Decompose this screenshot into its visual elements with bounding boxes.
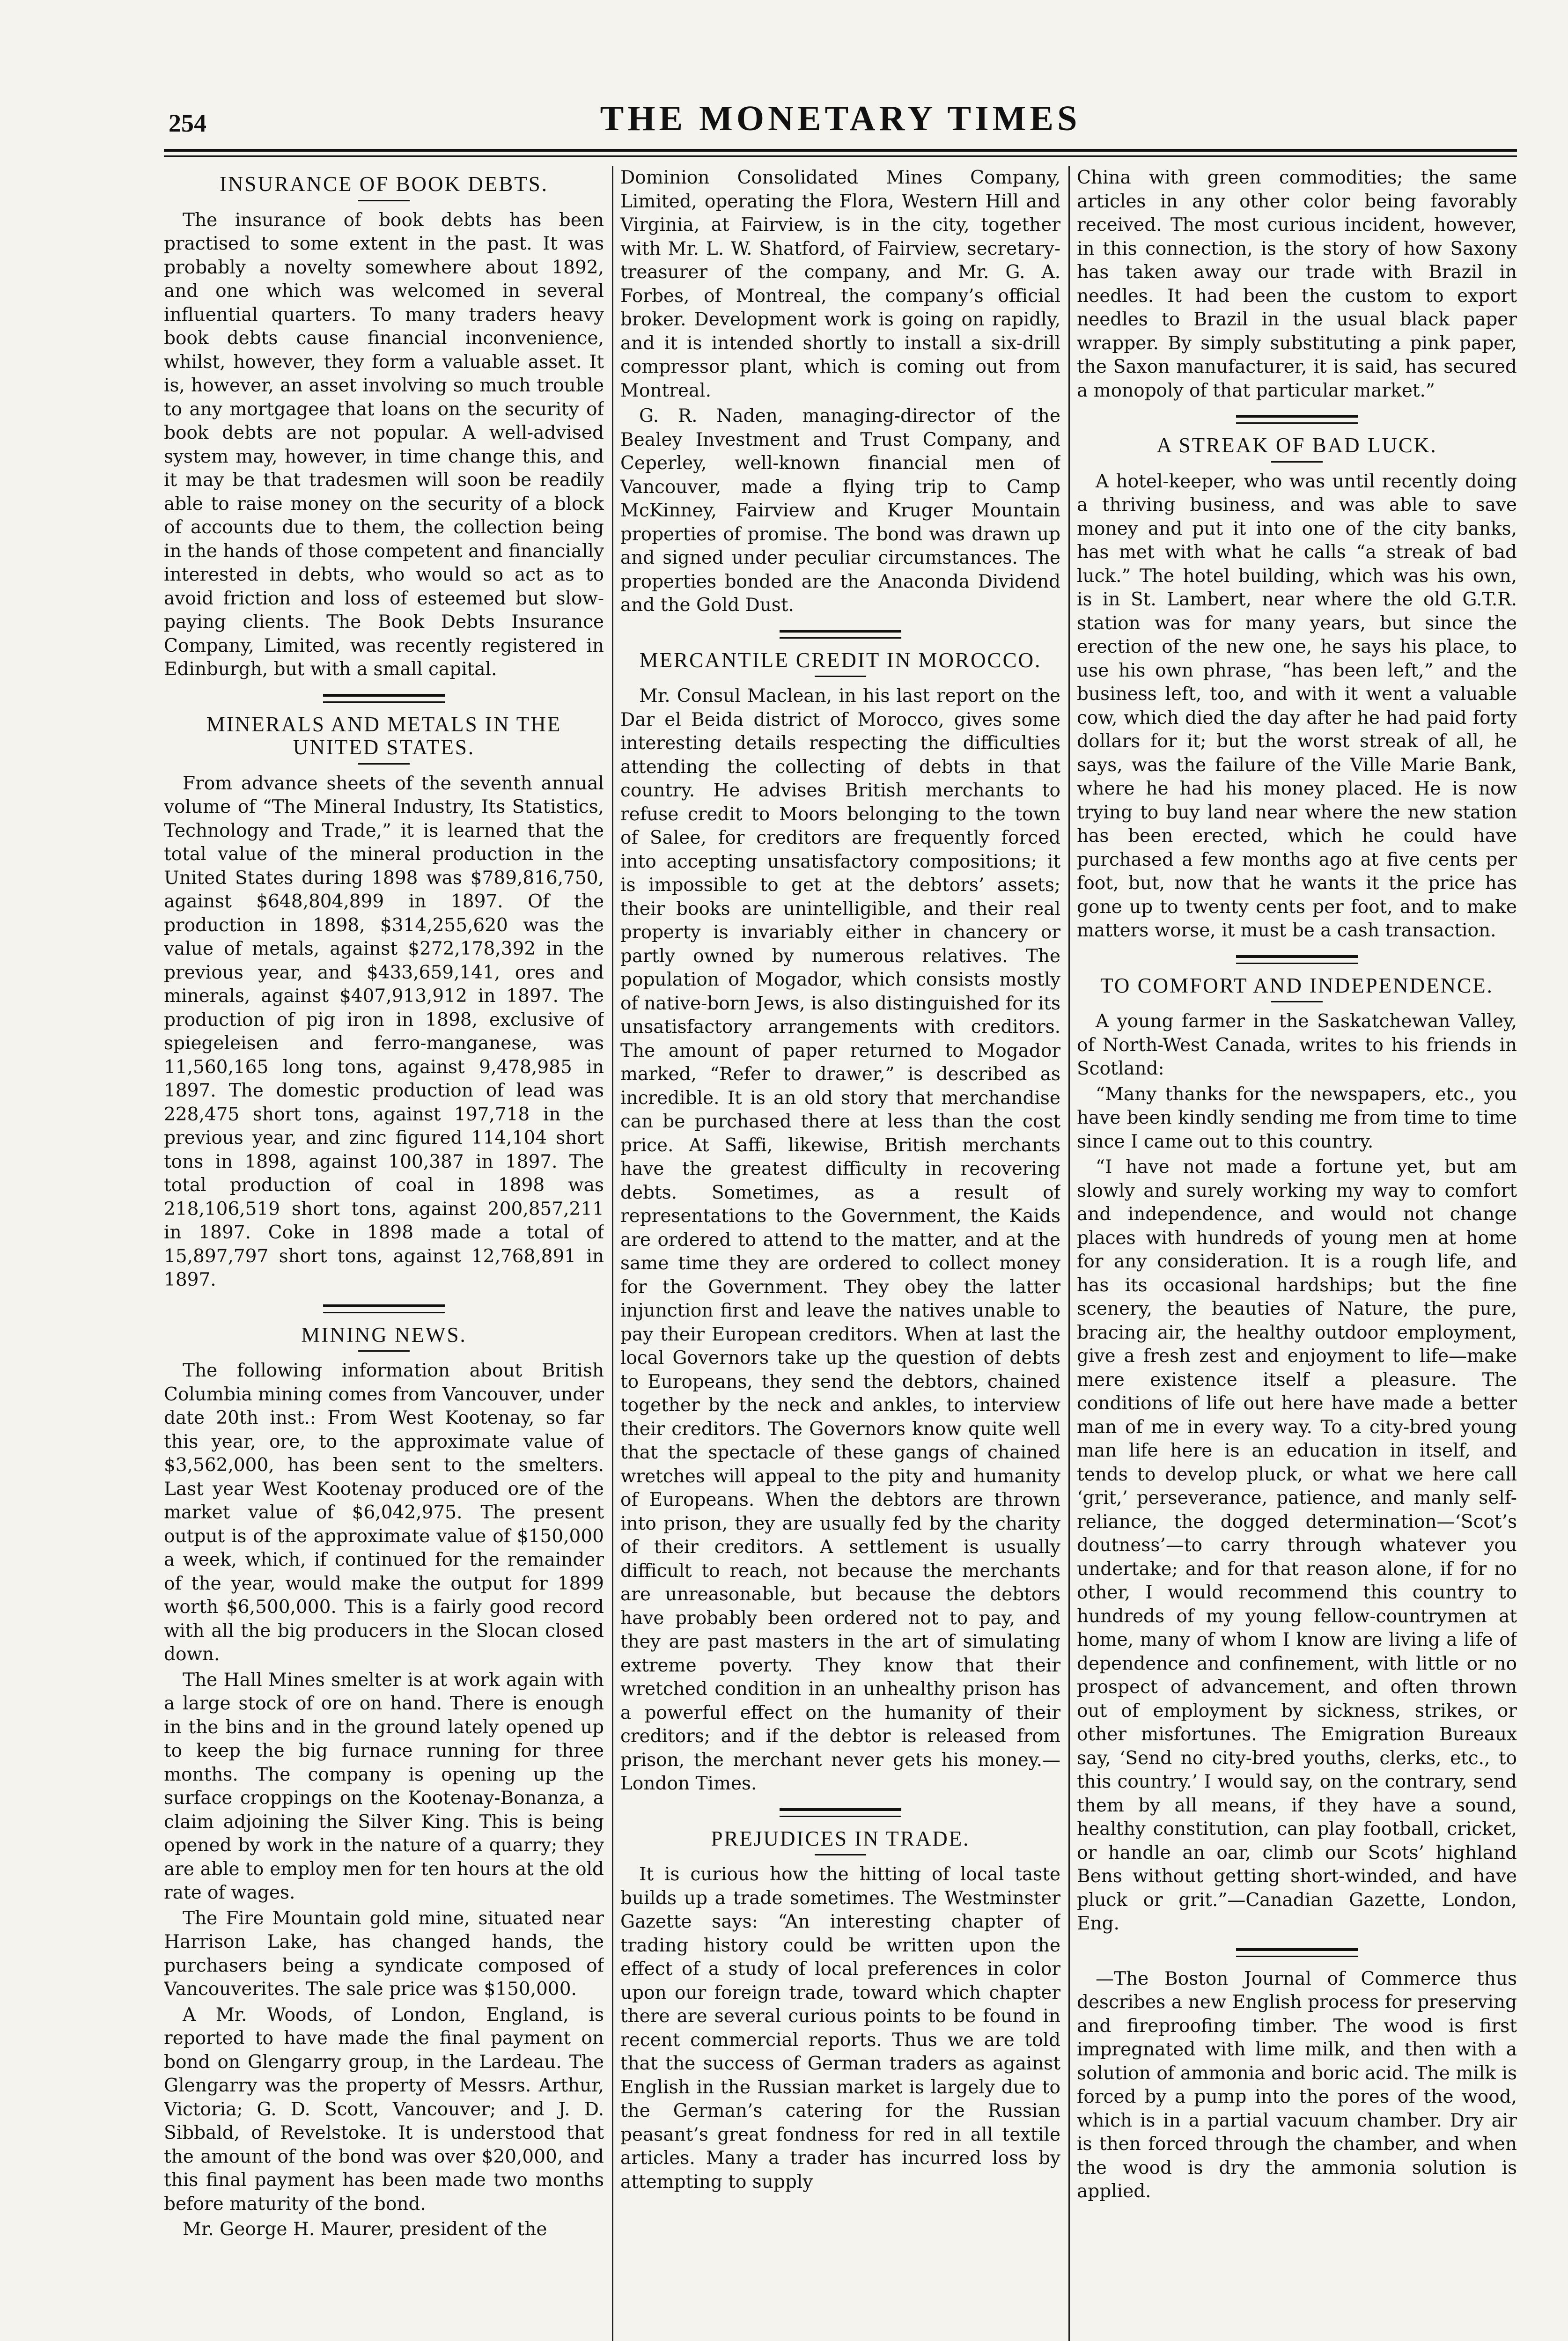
- article-paragraph: A young farmer in the Saskatchewan Valley, of North-West Canada, writes to his friends in Scotland:: [1077, 1011, 1517, 1079]
- article-paragraph: “I have not made a fortune yet, but am slowly and surely working my way to comfort and independence, and would not change places with hundreds of young men at home for any consideration. It is a rough life, and has its occasional hardships; but the fine scenery, the beauties of Nature, the pure, bracing air, the healthy outdoor employment, give a fresh zest and enjoyment to life—make mere existence itself a pleasure. The conditions of life out here have made a better man of me in every way. To a city-bred young man life here is an education in itself, and tends to develop pluck, or what we here call ‘grit,’ perseverance, patience, and manly self-reliance, the dogged determination—‘Scot’s doutness’—to carry through whatever you undertake; and for that reason alone, if for no other, I would recommend this country to hundreds of my young fellow-countrymen at home, many of whom I know are living a life of dependence and confinement, with little or no prospect of advancement, and often thrown out of employment by sickness, strikes, or other misfortunes. The Emigration Bureaux say, ‘Send no city-bred youths, clerks, etc., to this country.’ I would say, on the contrary, send them by all means, if they have a sound, healthy constitution, can play football, cricket, or handle an oar, climb our Scots’ highland Bens without getting short-winded, and have pluck or grit.”—Canadian Gazette, London, Eng.: [1077, 1156, 1517, 1934]
- article-paragraph: Mr. Consul Maclean, in his last report on the Dar el Beida district of Morocco, gives some interesting details respecting the difficulties attending the collecting of debts in that country. He advises British merchants to refuse credit to Moors belonging to the town of Salee, for creditors are frequently forced into accepting unsatisfactory compositions; it is impossible to get at the debtors’ assets; their books are unintelligible, and their real property is invariably either in chancery or partly owned by numerous relatives. The population of Mogador, which consists mostly of native-born Jews, is also distinguished for its unsatisfactory arrangements with creditors. The amount of paper returned to Mogador marked, “Refer to drawer,” is described as incredible. It is an old story that merchandise can be purchased there at less than the cost price. At Saffi, likewise, British merchants have the greatest difficulty in recovering debts. Sometimes, as a result of representations to the Government, the Kaids are ordered to attend to the matter, and at the same time they are ordered to collect money for the Government. They obey the latter injunction first and leave the natives unable to pay their European creditors. When at last the local Governors take up the question of debts to Europeans, they send the debtors, chained together by the neck and ankles, to interview their creditors. The Governors know quite well that the spectacle of these gangs of chained wretches will appeal to the pity and humanity of Europeans. When the debtors are thrown into prison, they are usually fed by the charity of their creditors. A settlement is usually difficult to reach, not because the merchants are unreasonable, but because the debtors have probably been ordered not to pay, and they are past masters in the art of simulating extreme poverty. They know that their wretched condition in an unhealthy prison has a powerful effect on the humanity of their creditors; and if the debtor is released from prison, the merchant never gets his money.—London Times.: [620, 685, 1060, 1794]
- article-paragraph: Dominion Consolidated Mines Company, Limited, operating the Flora, Western Hill and Virginia, at Fairview, is in the city, together with Mr. L. W. Shatford, of Fairview, secretary-treasurer of the company, and Mr. G. A. Forbes, of Montreal, the company’s official broker. Development work is going on rapidly, and it is intended shortly to install a six-drill compressor plant, which is coming out from Montreal.: [620, 167, 1060, 401]
- article-title: TO COMFORT AND INDEPENDENCE.: [1100, 973, 1494, 997]
- header-rule: [164, 149, 1517, 157]
- article-title: A STREAK OF BAD LUCK.: [1156, 434, 1437, 457]
- article-title: MINERALS AND METALS IN THE UNITED STATES.: [206, 712, 562, 759]
- article-paragraph: Mr. George H. Maurer, president of the: [183, 2219, 547, 2240]
- section-divider: [780, 1808, 901, 1817]
- article-paragraph: The following information about British Columbia mining comes from Vancouver, under date 20th inst.: From West Kootenay, so far this year, ore, to the approximate value of $3,562,000, has been sent to the smelters. Last year West Kootenay produced ore of the market value of $6,042,975. The present output is of the approximate value of $150,000 a week, which, if continued for the remainder of the year, would make the output for 1899 worth $6,500,000. This is a fairly good record with all the big producers in the Slocan closed down.: [164, 1360, 604, 1665]
- article-paragraph: —The Boston Journal of Commerce thus describes a new English process for preserving and fireproofing timber. The wood is first impregnated with lime milk, and then with a solution of ammonia and boric acid. The milk is forced by a pump into the pores of the wood, which is in a partial vacuum chamber. Dry air is then forced through the chamber, and when the wood is dry the ammonia solution is applied.: [1077, 1968, 1517, 2202]
- title-rule: [815, 1854, 866, 1855]
- column-1: [164, 166, 604, 2341]
- article-paragraph: “Many thanks for the newspapers, etc., you have been kindly sending me from time to time since I came out to this country.: [1077, 1083, 1517, 1152]
- columns: [164, 166, 1517, 2341]
- page-header: [169, 98, 1512, 150]
- article-paragraph: A Mr. Woods, of London, England, is reported to have made the final payment on bond on Glengarry group, in the Lardeau. The Glengarry was the property of Messrs. Arthur, Victoria; G. D. Scott, Vancouver; and J. D. Sibbald, of Revelstoke. It is understood that the amount of the bond was over $20,000, and this final payment has been made two months before maturity of the bond.: [164, 2004, 604, 2215]
- title-rule: [358, 200, 410, 201]
- journal-title: THE MONETARY TIMES: [600, 99, 1081, 138]
- article-title: PREJUDICES IN TRADE.: [711, 1826, 970, 1850]
- column-divider: [612, 166, 613, 2341]
- article-paragraph: The Fire Mountain gold mine, situated near Harrison Lake, has changed hands, the purchasers being a syndicate composed of Vancouverites. The sale price was $150,000.: [164, 1907, 604, 2000]
- article-title: MINING NEWS.: [301, 1323, 467, 1347]
- article-paragraph: It is curious how the hitting of local taste builds up a trade sometimes. The Westminster Gazette says: “An interesting chapter of trading history could be written upon the effect of a study of local preferences in color upon our foreign trade, toward which chapter there are several curious points to be found in recent commercial reports. Thus we are told that the success of German traders as against English in the Russian market is largely due to the German’s catering for the Russian peasant’s great fondness for red in all textile articles. Many a trader has incurred loss by attempting to supply: [620, 1864, 1060, 2193]
- section-divider: [1236, 1948, 1358, 1957]
- title-rule: [815, 676, 866, 677]
- column-2: [620, 166, 1060, 2341]
- section-divider: [780, 630, 901, 639]
- title-rule: [358, 1350, 410, 1352]
- article-title: MERCANTILE CREDIT IN MOROCCO.: [639, 648, 1042, 672]
- section-divider: [1236, 415, 1358, 424]
- article-paragraph: G. R. Naden, managing-director of the Bealey Investment and Trust Company, and Ceperley, well-known financial men of Vancouver, made a flying trip to Camp McKinney, Fairview and Kruger Mountain properties of promise. The bond was drawn up and signed under peculiar circumstances. The properties bonded are the Anaconda Dividend and the Gold Dust.: [620, 405, 1060, 616]
- column-divider: [1068, 166, 1070, 2341]
- section-divider: [1236, 955, 1358, 964]
- section-divider: [323, 1304, 445, 1313]
- page-number: 254: [169, 109, 206, 137]
- article-paragraph: From advance sheets of the seventh annual volume of “The Mineral Industry, Its Statistics, Technology and Trade,” it is learned that the total value of the mineral production in the United States during 1898 was $789,816,750, against $648,804,899 in 1897. Of the production in 1898, $314,255,620 was the value of metals, against $272,178,392 in the previous year, and $433,659,141, ores and minerals, against $407,913,912 in 1897. The production of pig iron in 1898, exclusive of spiegeleisen and ferro-manganese, was 11,560,165 long tons, against 9,478,985 in 1897. The domestic production of lead was 228,475 short tons, against 197,718 in the previous year, and zinc figured 114,104 short tons in 1898, against 100,387 in 1897. The total production of coal in 1898 was 218,106,519 short tons, against 200,857,211 in 1897. Coke in 1898 made a total of 15,897,797 short tons, against 12,768,891 in 1897.: [164, 773, 604, 1290]
- column-3: [1077, 166, 1517, 2341]
- article-paragraph: China with green commodities; the same articles in any other color being favorably received. The most curious incident, however, in this connection, is the story of how Saxony has taken away our trade with Brazil in needles. It had been the custom to export needles to Brazil in the usual black paper wrapper. By simply substituting a pink paper, the Saxon manufacturer, it is said, has secured a monopoly of that particular market.”: [1077, 167, 1517, 401]
- article-title: INSURANCE OF BOOK DEBTS.: [219, 172, 549, 196]
- section-divider: [323, 694, 445, 703]
- title-rule: [1271, 461, 1323, 463]
- article-paragraph: The Hall Mines smelter is at work again with a large stock of ore on hand. There is enough in the bins and in the ground lately opened up to keep the big furnace running for three months. The company is opening up the surface croppings on the Kootenay-Bonanza, a claim adjoining the Silver King. This is being opened by work in the nature of a quarry; they are able to employ men for ten hours at the old rate of wages.: [164, 1669, 604, 1903]
- title-rule: [1271, 1001, 1323, 1002]
- article-paragraph: A hotel-keeper, who was until recently doing a thriving business, and was able to save money and put it into one of the city banks, has met with what he calls “a streak of bad luck.” The hotel building, which was his own, is in St. Lambert, near where the old G.T.R. station was for many years, but since the erection of the new one, he says his place, to use his own phrase, “has been left,” and the business left, too, and with it went a valuable cow, which died the day after he had paid forty dollars for it; but the worst streak of all, he says, was the failure of the Ville Marie Bank, where he had his money placed. He is now trying to buy land near where the new station has been erected, which he could have purchased a few months ago at five cents per foot, but, now that he wants it the price has gone up to twenty cents per foot, and to make matters worse, it must be a cash transaction.: [1077, 471, 1517, 941]
- title-rule: [358, 763, 410, 765]
- article-paragraph: The insurance of book debts has been practised to some extent in the past. It was probably a novelty somewhere about 1892, and one which was welcomed in several influential quarters. To many traders heavy book debts cause financial inconvenience, whilst, however, they form a valuable asset. It is, however, an asset involving so much trouble to any mortgagee that loans on the security of book debts are not popular. A well-advised system may, however, in time change this, and it may be that tradesmen will soon be readily able to raise money on the security of a block of accounts due to them, the collection being in the hands of those competent and financially interested in debts, who would so act as to avoid friction and loss of esteemed but slow-paying clients. The Book Debts Insurance Company, Limited, was recently registered in Edinburgh, but with a small capital.: [164, 209, 604, 680]
